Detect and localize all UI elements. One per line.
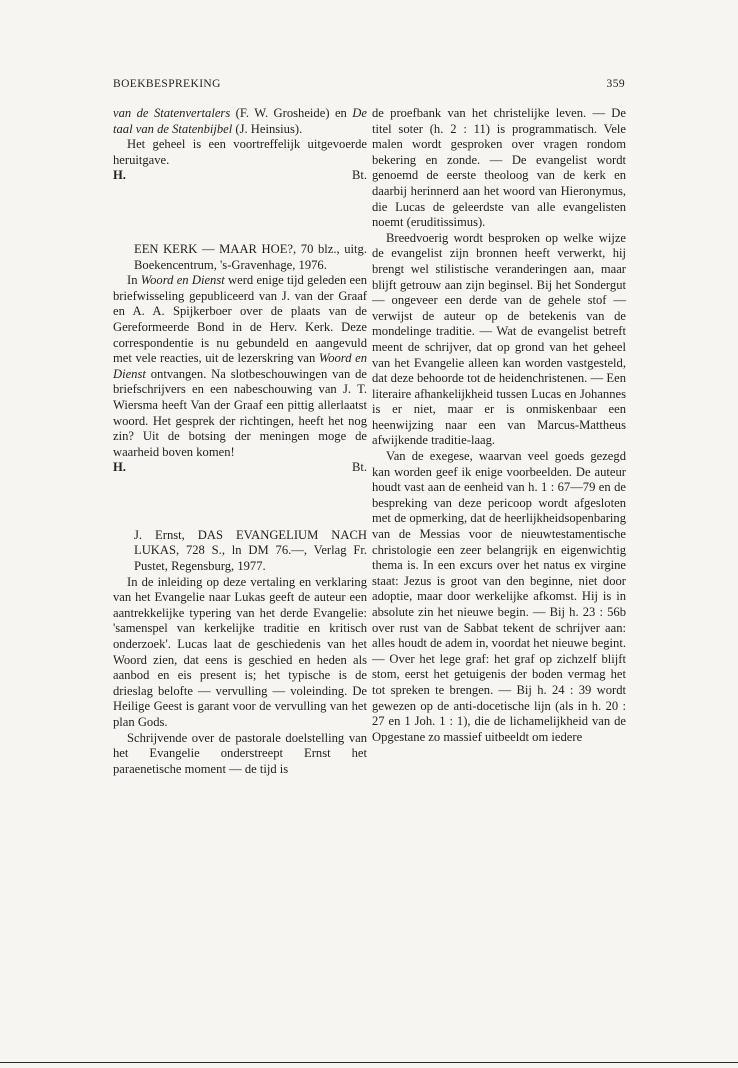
intro-paragraph: van de Statenvertalers (F. W. Grosheide) en De taal van de Statenbijbel (J. Heinsius). <box>113 106 367 136</box>
right-paragraph-2: Breedvoerig wordt besproken op welke wijze de evangelist zijn bronnen heeft verwerkt, hij brengt wel stilistische veranderingen aan, maar blijft getrouw aan zijn beginsel. Bij het Sondergut — ongeveer een derde van de gehele stof — verwijst de auteur op de betekenis van de mondelinge traditie. — Wat de evangelist betreft meent de schrijver, dat op grond van het geheel van het Evangelie alleen kan worden vastgesteld, dat deze behoorde tot de heidenchristenen. — Een literaire afhankelijkheid tussen Lucas en Johannes is er niet, maar er is onmiskenbaar een heenwijzing naar een van Marcus-Mattheus afwijkende traditie-laag. <box>372 230 626 448</box>
section-title: BOEKBESPREKING <box>113 78 221 90</box>
right-paragraph-3: Van de exegese, waarvan veel goeds gezegd kan worden geef ik enige voorbeelden. De auteur houdt vast aan de eenheid van h. 1 : 67—79 en de bespreking van deze pericoop wordt afgesloten met de opmerking, dat de heerlijkheidsopenbaring van de Messias voor de nieuwtestamentische christologie een zeer belangrijk en eigenwichtig thema is. In een excurs over het natus ex virgine staat: Jezus is groot van den beginne, niet door adoptie, maar door werkelijke afkomst. Hij is in absolute zin het nieuwe begin. — Bij h. 23 : 56b over rust van de Sabbat tekent de schrijver aan: alles houdt de adem in, voordat het nieuwe begint. — Over het lege graf: het graf op zichzelf blijft stom, eerst het getuigenis der boden vermag het tot spreken te brengen. — Bij h. 24 : 39 wordt gewezen op de anti-docetische lijn (als in h. 20 : 27 en 1 Joh. 1 : 1), die de lichamelijkheid van de Opgestane zo massief uitbeeldt om iedere <box>372 449 626 744</box>
review-body-ernst-p1: In de inleiding op deze vertaling en verklaring van het Evangelie naar Lukas geeft de auteur een aantrekkelijke typering van het derde Evangelie: 'samenspel van kerkelijke traditie en kritisch onderzoek'. Lucas laat de geschiedenis van het Woord zien, dat eens is geschied en heden als aanbod en eis present is; het typische is de drieslag belofte — vervulling — voleinding. De Heilige Geest is garant voor de vervulling van het plan Gods. <box>113 574 367 729</box>
right-paragraph-1: de proefbank van het christelijke leven. — De titel soter (h. 2 : 11) is programmatisch. Vele malen wordt gesproken over vragen rondom bekering en zonde. — De evangelist wordt genoemd de eerste theoloog van de kerk en daarbij herinnerd aan het woord van Hieronymus, die Lucas de geleerdste van alle evangelisten noemt (eruditissimus). <box>372 106 626 230</box>
signature-2: H. Bt. <box>113 460 367 475</box>
right-column <box>372 106 626 745</box>
left-column <box>113 106 367 777</box>
page-number: 359 <box>606 78 625 90</box>
review-body-een-kerk: In Woord en Dienst werd enige tijd geleden een briefwisseling gepubliceerd van J. van der Graaf en A. A. Spijkerboer over de plaats van de Gereformeerde Bond in de Herv. Kerk. Deze correspondentie is nu gebundeld en aangevuld met vele reacties, uit de lezerskring van Woord en Dienst ontvangen. Na slotbeschouwingen van de briefschrijvers en een nabeschouwing van J. T. Wiersma heeft Van der Graaf een pittig allerlaatst woord. Het gesprek der richtingen, heeft het nog zin? Uit de botsing der meningen moge de waarheid boven komen! <box>113 273 367 459</box>
review-entry-ernst-lukas: J. Ernst, DAS EVANGELIUM NACH LUKAS, 728 S., ln DM 76.—, Verlag Fr. Pustet, Regensburg, 1977. <box>134 527 367 574</box>
review-entry-een-kerk: EEN KERK — MAAR HOE?, 70 blz., uitg. Boekencentrum, 's-Gravenhage, 1976. <box>134 241 367 272</box>
bottom-rule <box>0 1062 738 1063</box>
review-body-ernst-p2: Schrijvende over de pastorale doelstelling van het Evangelie onderstreept Ernst het paraenetische moment — de tijd is <box>113 730 367 776</box>
running-header <box>113 78 625 90</box>
signature-1: H. Bt. <box>113 168 367 183</box>
intro-closing: Het geheel is een voortreffelijk uitgevoerde heruitgave. <box>113 137 367 167</box>
